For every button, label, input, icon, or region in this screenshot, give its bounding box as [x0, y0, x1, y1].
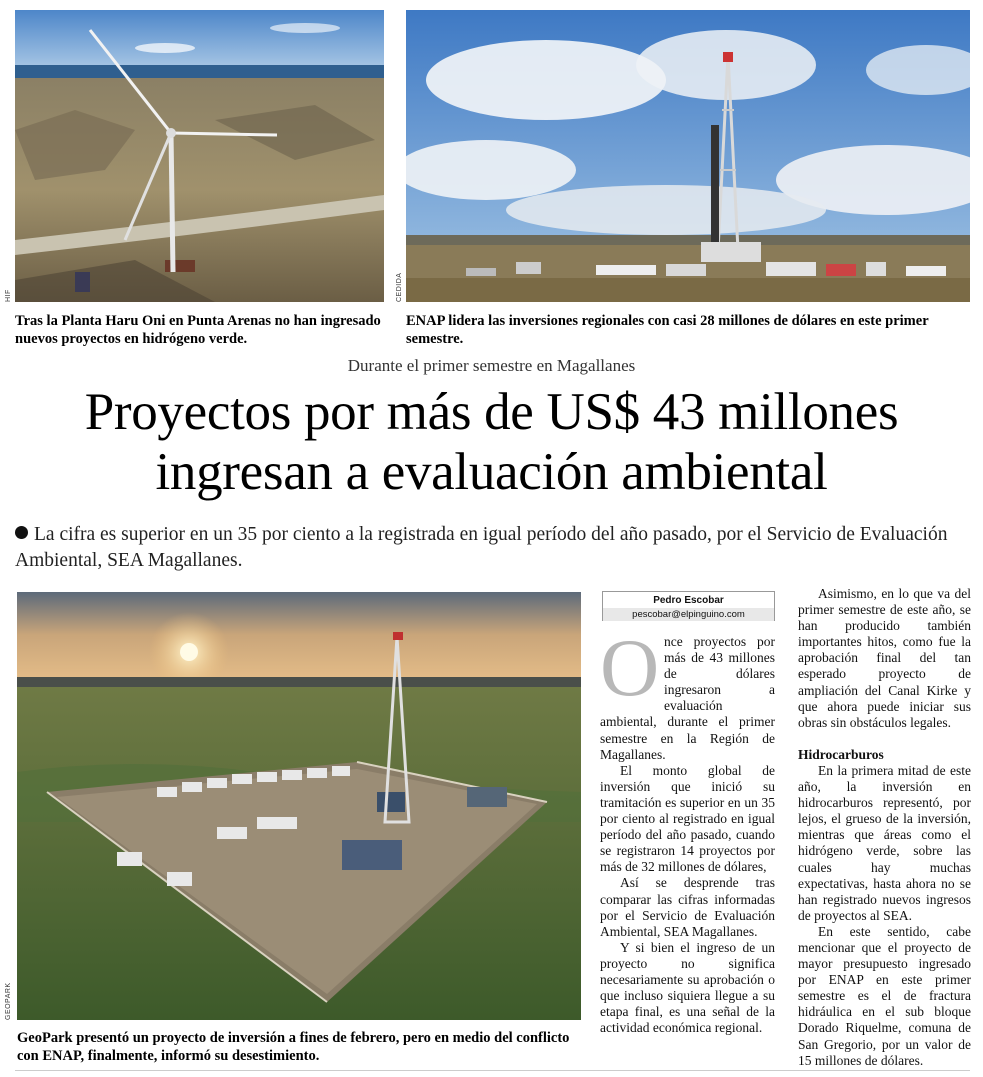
headline-line: ingresan a evaluación ambiental [155, 443, 828, 501]
article-kicker: Durante el primer semestre en Magallanes [347, 356, 636, 375]
body-paragraph: En la primera mitad de este año, la inversión en hidrocarburos representó, por lejos, el grueso de la inversión, mientras que áreas como el hidrógeno verde, sobre las cuales hay muchas expectativas, hasta ahora no se han registrado nuevos ingresos de proyectos al SEA. [798, 762, 971, 923]
lead-text: La cifra es superior en un 35 por ciento a la registrada en igual período del año pasado, por el Servicio de Evaluación Ambiental, SEA Magallanes. [15, 524, 948, 571]
article-column-2 [798, 586, 971, 1069]
article-headline [0, 382, 983, 502]
body-paragraph: Y si bien el ingreso de un proyecto no significa necesariamente su aprobación o que incluso siquiera llegue a su etapa final, es una señal de la actividad económica regional. [600, 939, 775, 1036]
section-subhead: Hidrocarburos [798, 746, 884, 762]
drilling-rig-photo [406, 10, 970, 302]
body-paragraph: En este sentido, cabe mencionar que el proyecto de mayor presupuesto ingresado por ENAP en este primer semestre es el de fractura hidráulica en el sub bloque Dorado Riquelme, comuna de San Gregorio, por un valor de 15 millones de dólares. [798, 923, 971, 1068]
author-byline [602, 591, 775, 621]
body-paragraph: nce proyectos por más de 43 millones de dólares ingresaron a evaluación ambiental, durante el primer semestre en la Región de Magallanes. [600, 634, 775, 762]
photo-caption: ENAP lidera las inversiones regionales con casi 28 millones de dólares en este primer semestre. [406, 313, 929, 347]
photo-caption: GeoPark presentó un proyecto de inversión a fines de febrero, pero en medio del conflicto con ENAP, finalmente, informó su desestimiento. [17, 1030, 570, 1064]
paragraph-with-dropcap [600, 622, 775, 763]
photo-credit: CEDIDA [396, 272, 403, 302]
author-name: Pedro Escobar [653, 595, 724, 606]
aerial-rig-photo [17, 592, 581, 1020]
photo-credit: GEOPARK [5, 982, 12, 1020]
wind-turbine-photo [15, 10, 384, 302]
headline-line: Proyectos por más de US$ 43 millones [84, 383, 899, 441]
body-paragraph: El monto global de inversión que inició su tramitación es superior en un 35 por ciento al registrado en igual período del año pasado, cuando se registraron 14 proyectos por más de 32 millones de dólares, [600, 762, 775, 875]
author-email[interactable]: pescobar@elpinguino.com [603, 608, 774, 621]
page-bottom-rule [15, 1070, 970, 1071]
photo-caption: Tras la Planta Haru Oni en Punta Arenas no han ingresado nuevos proyectos en hidrógeno verde. [15, 313, 381, 347]
bullet-icon [15, 526, 28, 539]
article-lead [15, 522, 975, 574]
body-paragraph: Así se desprende tras comparar las cifras informadas por el Servicio de Evaluación Ambiental, SEA Magallanes. [600, 875, 775, 939]
photo-credit: HIF [5, 289, 12, 302]
article-column-1 [600, 622, 775, 1036]
body-paragraph: Asimismo, en lo que va del primer semestre de este año, se han producido también importantes hitos, como fue la aprobación final del tan esperado proyecto de ampliación del Canal Kirke y que ahora puede iniciar sus obras sin obstáculos legales. [798, 586, 971, 730]
dropcap: O [600, 622, 660, 713]
